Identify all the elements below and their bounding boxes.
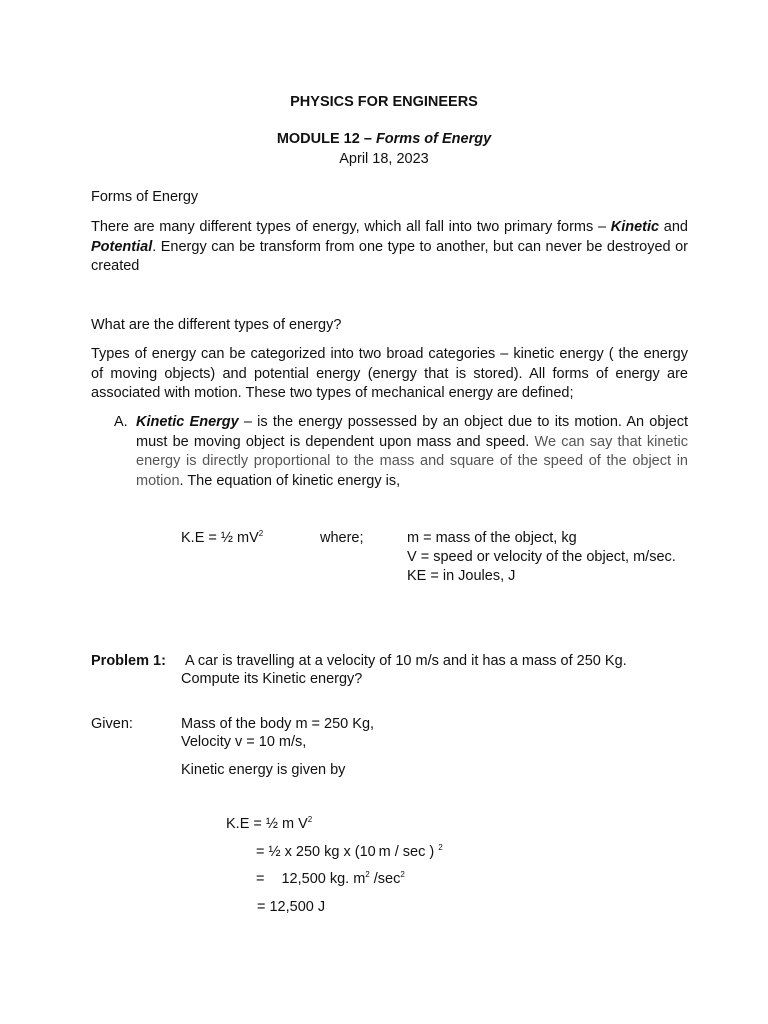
module-topic: Forms of Energy xyxy=(375,131,492,147)
step-equals: = xyxy=(256,871,265,887)
step-exponent: 2 xyxy=(307,815,313,825)
intro-text-and: and xyxy=(659,219,688,235)
given-velocity: Velocity v = 10 m/s, xyxy=(181,734,307,750)
intro-text-end: . Energy can be transform from one type to another, but can never be destroyed or created xyxy=(91,238,688,274)
formula-definition: V = speed or velocity of the object, m/sec. xyxy=(407,549,676,565)
kinetic-term: Kinetic xyxy=(610,219,660,235)
kinetic-energy-definition xyxy=(136,413,688,491)
potential-term: Potential xyxy=(91,238,153,255)
given-mass: Mass of the body m = 250 Kg, xyxy=(181,716,375,732)
module-prefix: MODULE 12 – xyxy=(276,131,376,147)
step-text: /sec xyxy=(369,871,401,887)
formula-definition: KE = in Joules, J xyxy=(407,568,516,584)
definition-text: – is the energy possessed by an object due to its motion. An object must be moving object is dependent upon mass and speed. xyxy=(136,414,688,450)
given-ke-intro: Kinetic energy is given by xyxy=(181,762,346,778)
section-heading: Forms of Energy xyxy=(91,189,199,205)
types-paragraph: Types of energy can be categorized into two broad categories – kinetic energy ( the energy of moving objects) and potential energy (energy that is stored). All forms of energy are associated with motion. These two types of mechanical energy are defined; xyxy=(91,346,688,401)
step-text: K.E = ½ m V xyxy=(226,816,308,832)
step-exponent: 2 xyxy=(400,870,405,880)
definition-gray-text: We can say that kinetic energy is directly proportional to the mass and square of the speed of the object in motion xyxy=(136,433,688,489)
ke-formula xyxy=(181,529,263,549)
document-date: April 18, 2023 xyxy=(339,151,429,167)
problem-text: Compute its Kinetic energy? xyxy=(181,671,363,687)
step-text: 12,500 kg. m xyxy=(281,871,366,887)
types-question: What are the different types of energy? xyxy=(91,317,342,333)
document-title: PHYSICS FOR ENGINEERS xyxy=(290,94,478,110)
intro-text-start: There are many different types of energy, which all fall into two primary forms – xyxy=(91,219,611,235)
solution-step xyxy=(256,843,443,863)
problem-text: A car is travelling at a velocity of 10 m/s and it has a mass of 250 Kg. xyxy=(185,653,627,669)
step-text: = ½ x 250 kg x (10 m / sec ) xyxy=(256,844,435,860)
problem-label: Problem 1: xyxy=(91,653,166,669)
module-title xyxy=(0,130,768,150)
intro-paragraph xyxy=(91,218,688,277)
definition-text-end: . The equation of kinetic energy is, xyxy=(179,472,401,489)
solution-step xyxy=(226,815,312,835)
step-exponent: 2 xyxy=(438,843,443,853)
solution-result: = 12,500 J xyxy=(257,899,326,915)
formula-exponent: 2 xyxy=(258,529,264,539)
solution-step xyxy=(256,870,405,890)
kinetic-energy-term: Kinetic Energy xyxy=(136,414,239,430)
formula-definition: m = mass of the object, kg xyxy=(407,530,577,546)
list-marker: A. xyxy=(114,414,128,430)
given-label: Given: xyxy=(91,716,133,732)
formula-lhs: K.E = ½ mV xyxy=(181,530,259,546)
where-label: where; xyxy=(320,530,364,546)
step-exponent: 2 xyxy=(365,870,370,880)
